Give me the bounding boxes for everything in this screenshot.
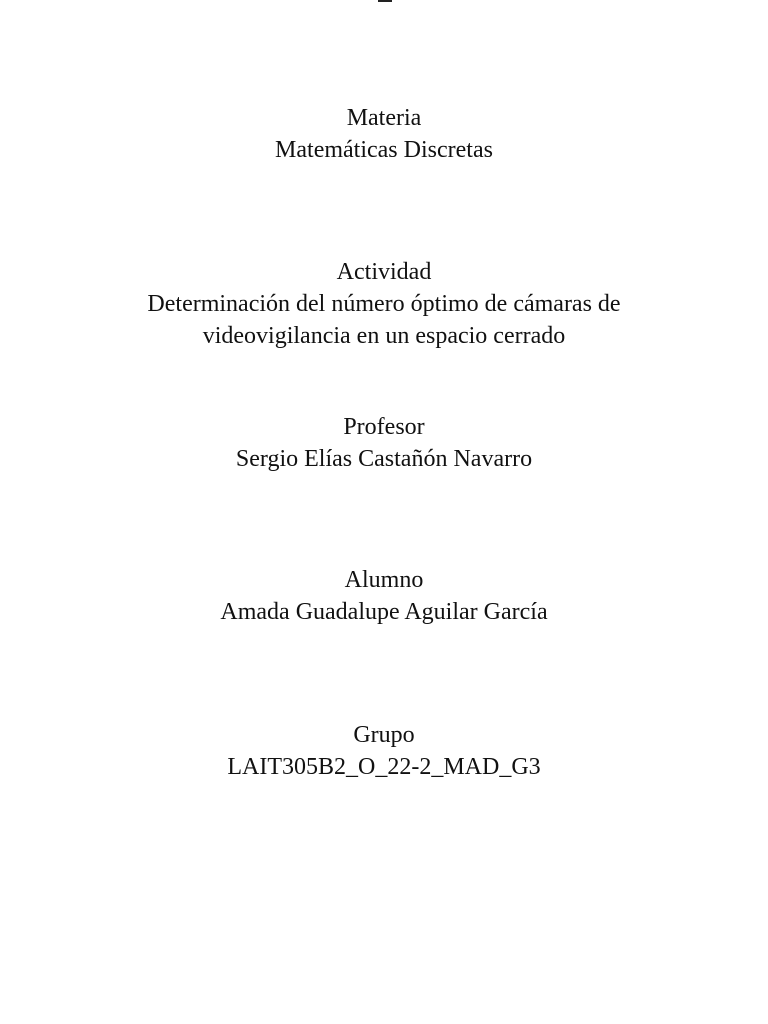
professor-name: Sergio Elías Castañón Navarro (235, 446, 533, 472)
student-name: Amada Guadalupe Aguilar García (220, 599, 548, 625)
subject-label: Materia (346, 105, 422, 131)
activity-title: Determinación del número óptimo de cámaras de videovigilancia en un espacio cerrado (147, 291, 621, 349)
top-edge-mark (378, 0, 392, 2)
student-label: Alumno (344, 567, 424, 593)
professor-section (0, 411, 768, 475)
activity-label: Actividad (336, 259, 432, 285)
subject-value: Matemáticas Discretas (275, 137, 493, 163)
group-label: Grupo (353, 722, 415, 748)
subject-section (0, 102, 768, 166)
group-code: LAIT305B2_O_22-2_MAD_G3 (227, 754, 541, 780)
student-section (0, 564, 768, 628)
group-section (0, 719, 768, 783)
professor-label: Profesor (343, 414, 425, 440)
activity-section (0, 256, 768, 352)
